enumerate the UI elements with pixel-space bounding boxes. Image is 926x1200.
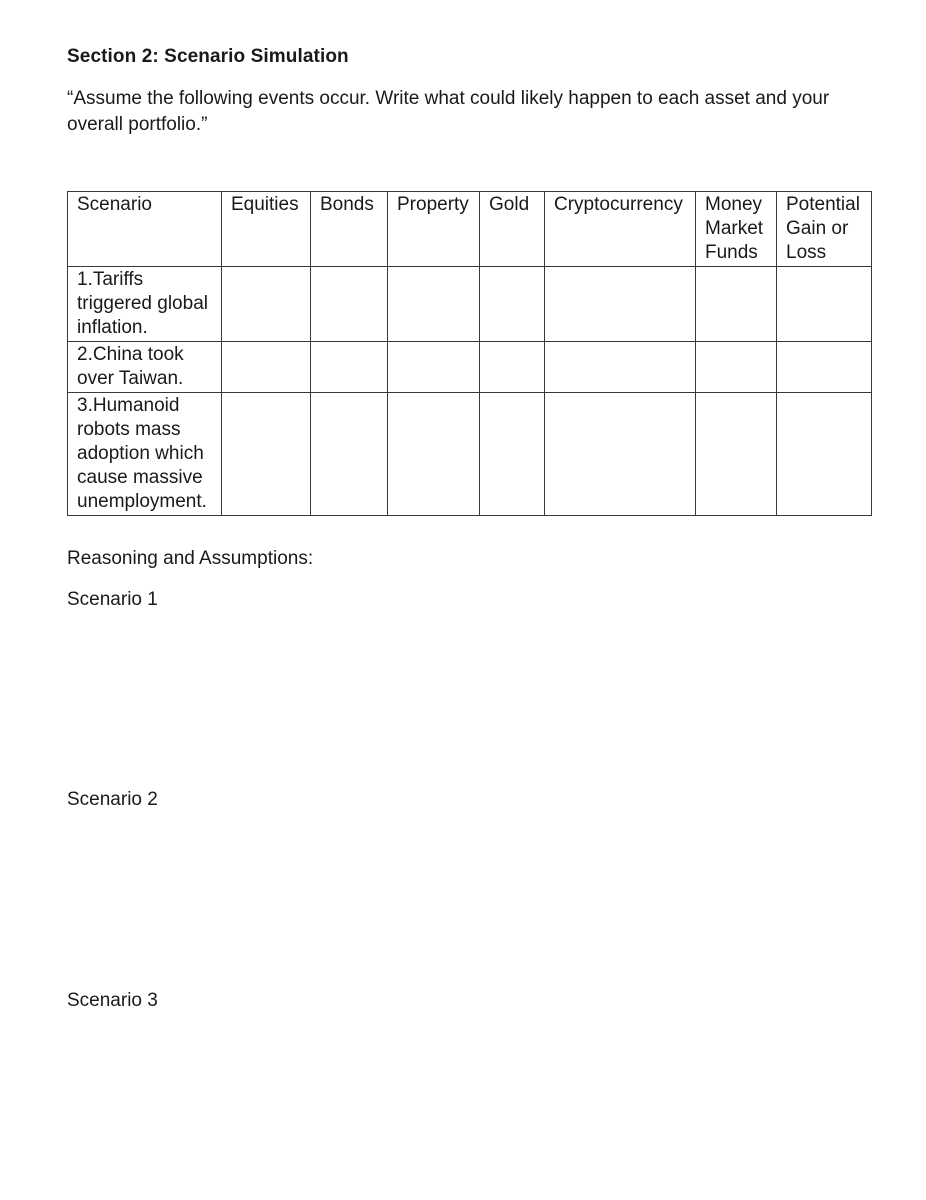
gold-cell[interactable] bbox=[480, 342, 545, 393]
equities-cell[interactable] bbox=[222, 267, 311, 342]
scenario-table bbox=[67, 191, 872, 516]
bonds-cell[interactable] bbox=[311, 267, 388, 342]
money-market-funds-cell[interactable] bbox=[696, 342, 777, 393]
header-bonds: Bonds bbox=[311, 192, 388, 267]
potential-gain-or-loss-cell[interactable] bbox=[777, 267, 872, 342]
instructions-text: “Assume the following events occur. Write what could likely happen to each asset and your overall portfolio.” bbox=[67, 88, 830, 135]
property-cell[interactable] bbox=[388, 393, 480, 516]
cryptocurrency-cell[interactable] bbox=[545, 342, 696, 393]
gold-cell[interactable] bbox=[480, 267, 545, 342]
scenario-cell: 2.China took over Taiwan. bbox=[68, 342, 222, 393]
table-header-row bbox=[68, 192, 872, 267]
scenario-2-label: Scenario 2 bbox=[67, 789, 158, 810]
cryptocurrency-cell[interactable] bbox=[545, 393, 696, 516]
potential-gain-or-loss-cell[interactable] bbox=[777, 393, 872, 516]
header-cryptocurrency: Cryptocurrency bbox=[545, 192, 696, 267]
reasoning-heading: Reasoning and Assumptions: bbox=[67, 548, 314, 569]
potential-gain-or-loss-cell[interactable] bbox=[777, 342, 872, 393]
bonds-cell[interactable] bbox=[311, 393, 388, 516]
money-market-funds-cell[interactable] bbox=[696, 393, 777, 516]
equities-cell[interactable] bbox=[222, 393, 311, 516]
scenario-cell: 3.Humanoid robots mass adoption which cause massive unemployment. bbox=[68, 393, 222, 516]
header-property: Property bbox=[388, 192, 480, 267]
header-money-market-funds: Money Market Funds bbox=[696, 192, 777, 267]
header-gold: Gold bbox=[480, 192, 545, 267]
gold-cell[interactable] bbox=[480, 393, 545, 516]
money-market-funds-cell[interactable] bbox=[696, 267, 777, 342]
table-row bbox=[68, 267, 872, 342]
header-potential-gain-or-loss: Potential Gain or Loss bbox=[777, 192, 872, 267]
header-scenario: Scenario bbox=[68, 192, 222, 267]
bonds-cell[interactable] bbox=[311, 342, 388, 393]
table-row bbox=[68, 393, 872, 516]
scenario-3-label: Scenario 3 bbox=[67, 990, 158, 1011]
section-title: Section 2: Scenario Simulation bbox=[67, 46, 349, 67]
equities-cell[interactable] bbox=[222, 342, 311, 393]
header-equities: Equities bbox=[222, 192, 311, 267]
scenario-cell: 1.Tariffs triggered global inflation. bbox=[68, 267, 222, 342]
cryptocurrency-cell[interactable] bbox=[545, 267, 696, 342]
property-cell[interactable] bbox=[388, 342, 480, 393]
scenario-1-label: Scenario 1 bbox=[67, 589, 158, 610]
property-cell[interactable] bbox=[388, 267, 480, 342]
table-row bbox=[68, 342, 872, 393]
